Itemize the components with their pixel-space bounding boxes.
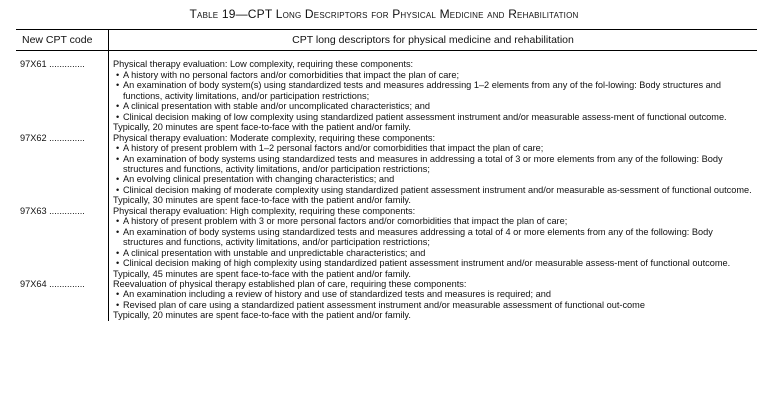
descriptor-heading: Physical therapy evaluation: High complexity, requiring these components:	[113, 205, 416, 216]
table-header-row	[16, 30, 757, 51]
descriptor-cell	[109, 206, 758, 279]
table-row	[16, 279, 757, 321]
descriptor-time: Typically, 20 minutes are spent face-to-face with the patient and/or family.	[113, 122, 411, 133]
descriptor-time: Typically, 45 minutes are spent face-to-face with the patient and/or family.	[113, 268, 411, 279]
cpt-code: 97X63 ..............	[20, 205, 85, 216]
descriptor-cell	[109, 133, 758, 206]
descriptor-cell	[109, 279, 758, 321]
header-code: New CPT code	[16, 30, 109, 51]
cpt-descriptor-table	[16, 29, 757, 321]
descriptor-bullet: • Clinical decision making of high complexity using standardized patient assessment instrument and/or measurable assess-ment of functional outcome.	[113, 258, 755, 268]
descriptor-bullet: • A clinical presentation with unstable and unpredictable characteristics; and	[113, 248, 755, 258]
descriptor-cell	[109, 51, 758, 133]
descriptor-bullet: • An examination including a review of history and use of standardized tests and measures is required; and	[113, 289, 755, 299]
table-title: Table 19—CPT Long Descriptors for Physical Medicine and Rehabilitation	[189, 7, 579, 21]
descriptor-bullet: • An examination of body system(s) using standardized tests and measures addressing 1–2 elements from any of the fol-lowing: Body structures and functions, activity limitations, and/or participation restrictions;	[113, 80, 755, 101]
table-row	[16, 51, 757, 133]
header-descriptor: CPT long descriptors for physical medicine and rehabilitation	[109, 30, 758, 51]
descriptor-heading: Reevaluation of physical therapy established plan of care, requiring these components:	[113, 278, 467, 289]
descriptor-bullet: • Revised plan of care using a standardized patient assessment instrument and/or measurable assessment of functional out-come	[113, 300, 755, 310]
descriptor-bullet: • A history with no personal factors and/or comorbidities that impact the plan of care;	[113, 70, 755, 80]
cpt-code: 97X62 ..............	[20, 132, 85, 143]
descriptor-heading: Physical therapy evaluation: Low complexity, requiring these components:	[113, 59, 414, 70]
descriptor-bullet: • An examination of body systems using standardized tests and measures in addressing a total of 3 or more elements from any of the following: Body structures and functions, activity limitations, and/or participation restrictions;	[113, 154, 755, 175]
descriptor-time: Typically, 20 minutes are spent face-to-face with the patient and/or family.	[113, 310, 411, 321]
descriptor-bullet: • An evolving clinical presentation with changing characteristics; and	[113, 174, 755, 184]
cpt-code: 97X64 ..............	[20, 278, 85, 289]
descriptor-bullet: • Clinical decision making of low complexity using standardized patient assessment instrument and/or measurable assess-ment of functional outcome.	[113, 112, 755, 122]
table-row	[16, 206, 757, 279]
cpt-code: 97X61 ..............	[20, 59, 85, 70]
descriptor-bullet: • A history of present problem with 1–2 personal factors and/or comorbidities that impact the plan of care;	[113, 143, 755, 153]
descriptor-bullet: • Clinical decision making of moderate complexity using standardized patient assessment instrument and/or measurable as-sessment of functional outcome.	[113, 185, 755, 195]
descriptor-bullet: • A clinical presentation with stable and/or uncomplicated characteristics; and	[113, 101, 755, 111]
descriptor-time: Typically, 30 minutes are spent face-to-face with the patient and/or family.	[113, 195, 411, 206]
descriptor-bullet: • A history of present problem with 3 or more personal factors and/or comorbidities that impact the plan of care;	[113, 216, 755, 226]
descriptor-bullet: • An examination of body systems using standardized tests and measures addressing a total of 4 or more elements from any of the following: Body structures and functions, activity limitations, and/or participation restrictions;	[113, 227, 755, 248]
table-row	[16, 133, 757, 206]
descriptor-heading: Physical therapy evaluation: Moderate complexity, requiring these components:	[113, 132, 436, 143]
